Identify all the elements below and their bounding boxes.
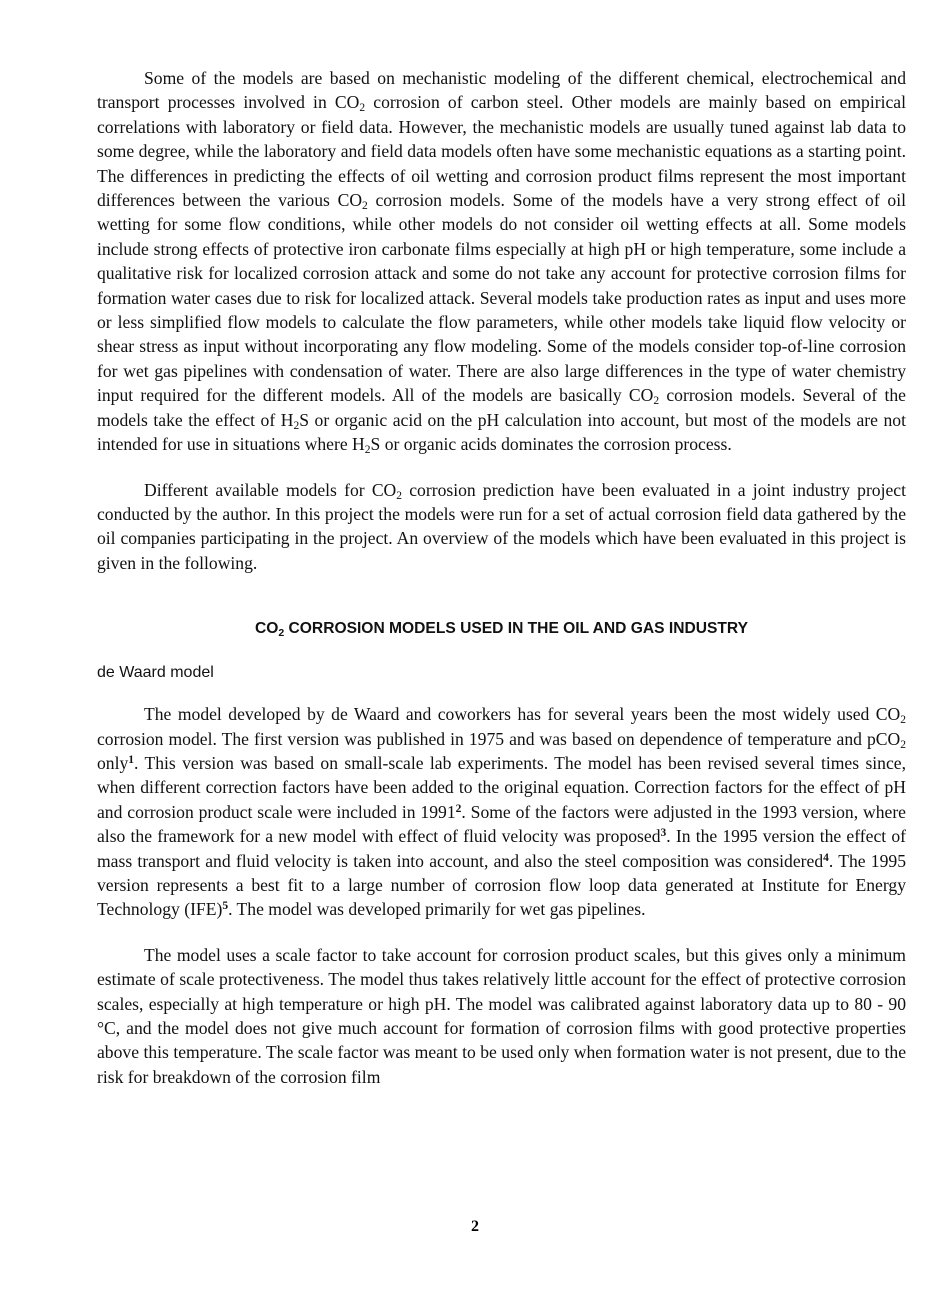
paragraph-scale-factor: The model uses a scale factor to take account for corrosion product scales, but this gives only a minimum estimate of scale protectiveness. The model thus takes relatively little account for the effect of protective corrosion scales, especially at high temperature or high pH. The model was calibrated against laboratory data up to 80 - 90 °C, and the model does not give much account for formation of corrosion films with good protective properties above this temperature. The scale factor was meant to be used only when formation water is not present, due to the risk for breakdown of the corrosion film xyxy=(97,944,906,1087)
subscript: 2 xyxy=(293,419,300,432)
paragraph-models-overview xyxy=(97,66,906,457)
subscript: 2 xyxy=(364,444,371,457)
reference-superscript: 2 xyxy=(455,802,462,815)
subscript: 2 xyxy=(359,102,366,115)
text-run: . In the 1995 version the effect of mass transport and fluid velocity is taken into account, and also the steel composition was considered xyxy=(97,826,906,871)
text-run: The model developed by de Waard and coworkers has for several years been the most widely used CO xyxy=(144,704,901,725)
reference-superscript: 1 xyxy=(128,753,135,766)
page-body xyxy=(97,66,906,1089)
section-heading xyxy=(97,619,906,639)
subscript: 2 xyxy=(278,627,285,640)
text-run: CORROSION MODELS USED IN THE OIL AND GAS INDUSTRY xyxy=(284,620,749,638)
text-run: only xyxy=(97,752,129,773)
text-run: . The model was developed primarily for wet gas pipelines. xyxy=(228,899,646,920)
text-run: S or organic acids dominates the corrosion process. xyxy=(370,434,732,455)
subscript: 2 xyxy=(900,738,906,751)
text-run: corrosion models. Some of the models have a very strong effect of oil wetting for some flow conditions, while other models do not consider oil wetting effects at all. Some models include strong effects of protective iron carbonate films especially at high pH or high temperature, some include a qualitative risk for localized corrosion attack and some do not take any account for protective corrosion films for formation water cases due to risk for localized attack. Several models take production rates as input and uses more or less simplified flow models to calculate the flow parameters, while other models take liquid flow velocity or shear stress as input without incorporating any flow modeling. Some of the models consider top-of-line corrosion for wet gas pipelines with condensation of water. There are also large differences in the type of water chemistry input required for the different models. All of the models are basically CO xyxy=(97,190,906,406)
text-run: Some of the models are based on mechanistic modeling of the different chemical, electrochemical and transport processes involved in CO xyxy=(97,68,906,113)
reference-superscript: 5 xyxy=(222,900,229,913)
paragraph-joint-industry-project xyxy=(97,478,906,576)
subscript: 2 xyxy=(653,395,660,408)
paragraph-de-waard-history xyxy=(97,702,906,922)
text-run: . Some of the factors were adjusted in the 1993 version, where also the framework for a new model with effect of fluid velocity was proposed xyxy=(97,801,906,847)
subscript: 2 xyxy=(900,714,906,727)
text-run: corrosion models. Several of the models take the effect of H xyxy=(97,385,906,430)
text-run: . This version was based on small-scale lab experiments. The model has been revised several times since, when different correction factors have been added to the original equation. Correction factors for the effect of pH and corrosion product scale were included in 1991 xyxy=(97,752,906,822)
reference-superscript: 4 xyxy=(823,851,829,864)
text-run: . The 1995 version represents a best fit to a large number of corrosion flow loop data generated at Institute for Energy Technology (IFE) xyxy=(97,850,906,920)
text-run: corrosion prediction have been evaluated in a joint industry project conducted by the author. In this project the models were run for a set of actual corrosion field data gathered by the oil companies participating in the project. An overview of the models which have been evaluated in this project is given in the following. xyxy=(97,479,907,573)
reference-superscript: 3 xyxy=(660,827,667,840)
text-run: corrosion of carbon steel. Other models are mainly based on empirical correlations with laboratory or field data. However, the mechanistic models are usually tuned against lab data to some degree, while the laboratory and field data models often have some mechanistic equations as a starting point. The differences in predicting the effects of oil wetting and corrosion product films represent the most important differences between the various CO xyxy=(97,92,906,211)
text-run: S or organic acid on the pH calculation into account, but most of the models are not intended for use in situations where H xyxy=(97,409,906,455)
subsection-heading: de Waard model xyxy=(97,664,214,682)
subscript: 2 xyxy=(396,489,403,502)
page-number: 2 xyxy=(471,1218,479,1235)
subscript: 2 xyxy=(362,200,368,213)
text-run: CO xyxy=(254,620,279,638)
text-run: Different available models for CO xyxy=(144,479,397,500)
text-run: corrosion model. The first version was published in 1975 and was based on dependence of temperature and pCO xyxy=(97,728,901,749)
